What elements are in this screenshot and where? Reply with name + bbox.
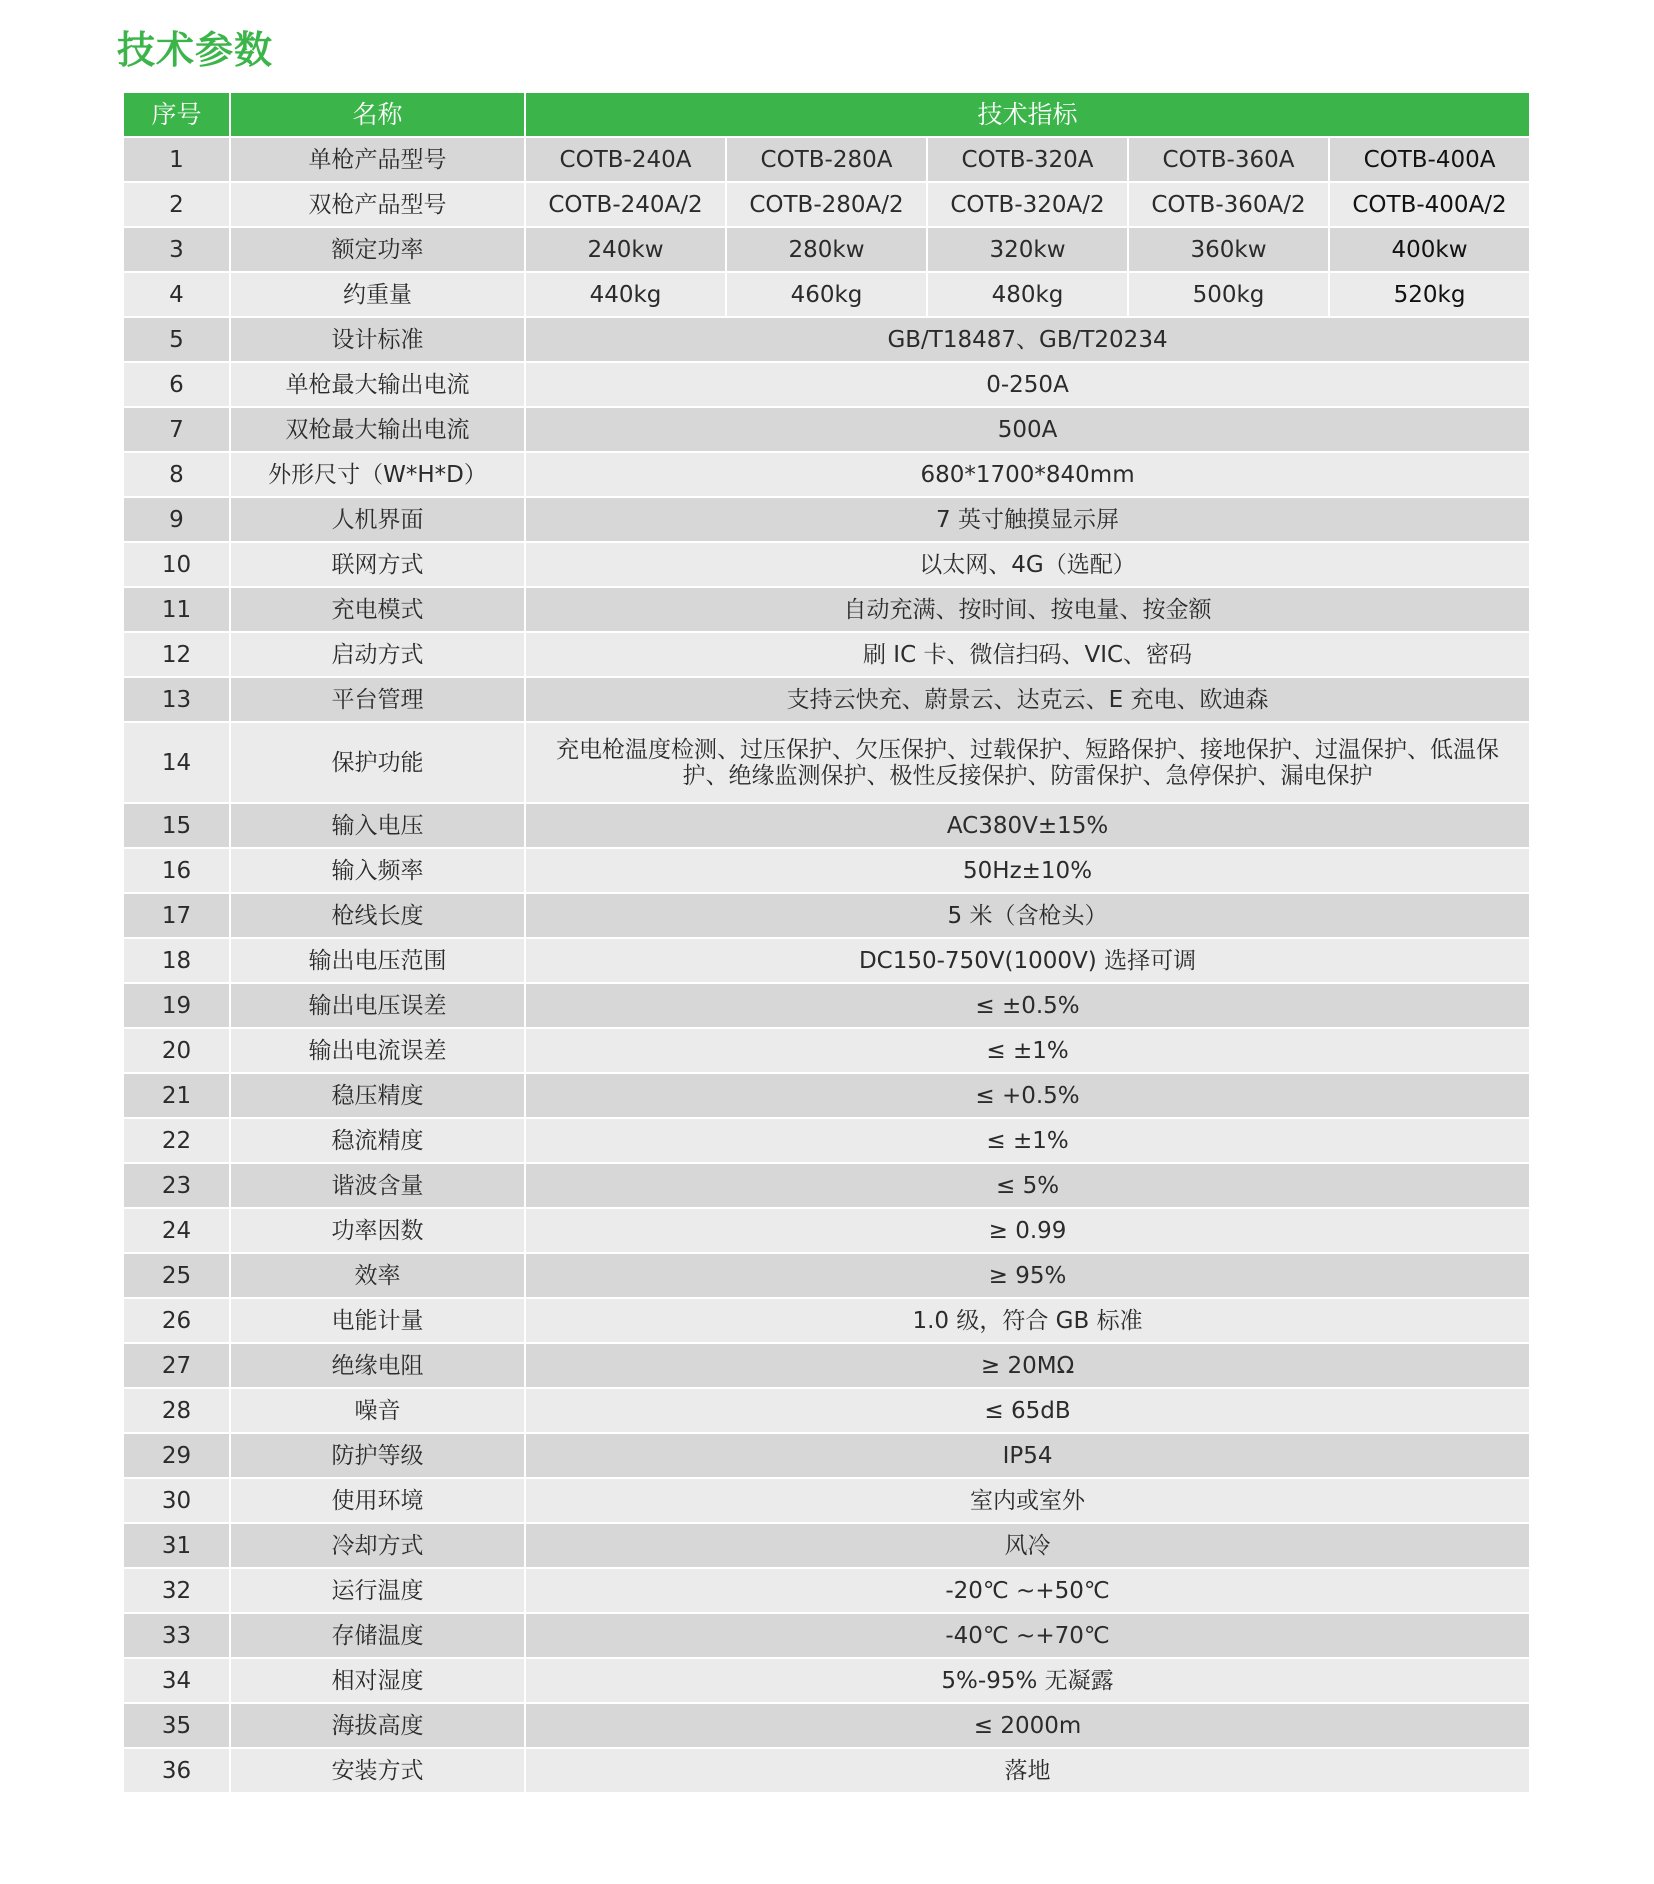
table-row [123, 362, 1530, 407]
header-row [123, 92, 1530, 137]
model-value-cell: COTB-320A/2 [927, 182, 1128, 227]
row-index-cell: 4 [123, 272, 230, 317]
row-name-cell: 安装方式 [230, 1748, 525, 1793]
header-index: 序号 [123, 92, 230, 137]
spec-value-cell: 680*1700*840mm [525, 452, 1530, 497]
row-index-cell: 3 [123, 227, 230, 272]
row-index-cell: 8 [123, 452, 230, 497]
table-row [123, 542, 1530, 587]
table-row [123, 272, 1530, 317]
row-name-cell: 谐波含量 [230, 1163, 525, 1208]
table-row [123, 722, 1530, 803]
spec-value-cell: 5 米（含枪头） [525, 893, 1530, 938]
model-value-cell: 520kg [1329, 272, 1530, 317]
row-index-cell: 33 [123, 1613, 230, 1658]
model-value-cell: COTB-320A [927, 137, 1128, 182]
table-header [123, 92, 1530, 137]
row-index-cell: 24 [123, 1208, 230, 1253]
spec-value-cell: -20℃ ~+50℃ [525, 1568, 1530, 1613]
row-name-cell: 额定功率 [230, 227, 525, 272]
spec-value-cell: ≥ 95% [525, 1253, 1530, 1298]
row-index-cell: 23 [123, 1163, 230, 1208]
table-row [123, 938, 1530, 983]
table-row [123, 1073, 1530, 1118]
row-index-cell: 7 [123, 407, 230, 452]
table-row [123, 1208, 1530, 1253]
row-index-cell: 5 [123, 317, 230, 362]
row-index-cell: 25 [123, 1253, 230, 1298]
table-row [123, 677, 1530, 722]
row-name-cell: 人机界面 [230, 497, 525, 542]
row-index-cell: 20 [123, 1028, 230, 1073]
row-name-cell: 双枪产品型号 [230, 182, 525, 227]
spec-value-cell: 以太网、4G（选配） [525, 542, 1530, 587]
row-name-cell: 单枪产品型号 [230, 137, 525, 182]
page-title: 技术参数 [117, 28, 274, 72]
row-index-cell: 31 [123, 1523, 230, 1568]
table-row [123, 1388, 1530, 1433]
spec-value-cell: ≤ 5% [525, 1163, 1530, 1208]
row-name-cell: 输入电压 [230, 803, 525, 848]
model-value-cell: COTB-280A/2 [726, 182, 927, 227]
row-name-cell: 存储温度 [230, 1613, 525, 1658]
row-name-cell: 枪线长度 [230, 893, 525, 938]
spec-value-cell: 支持云快充、蔚景云、达克云、E 充电、欧迪森 [525, 677, 1530, 722]
table-row [123, 1613, 1530, 1658]
spec-value-cell: ≤ ±1% [525, 1118, 1530, 1163]
table-row [123, 587, 1530, 632]
row-index-cell: 13 [123, 677, 230, 722]
row-name-cell: 功率因数 [230, 1208, 525, 1253]
row-name-cell: 双枪最大输出电流 [230, 407, 525, 452]
row-name-cell: 稳流精度 [230, 1118, 525, 1163]
spec-value-cell: 1.0 级，符合 GB 标准 [525, 1298, 1530, 1343]
spec-value-cell: ≥ 0.99 [525, 1208, 1530, 1253]
model-value-cell: COTB-280A [726, 137, 927, 182]
row-name-cell: 输出电压范围 [230, 938, 525, 983]
row-index-cell: 27 [123, 1343, 230, 1388]
table-row [123, 848, 1530, 893]
table-row [123, 803, 1530, 848]
model-value-cell: 480kg [927, 272, 1128, 317]
model-value-cell: 320kw [927, 227, 1128, 272]
row-index-cell: 22 [123, 1118, 230, 1163]
table-row [123, 137, 1530, 182]
row-index-cell: 1 [123, 137, 230, 182]
spec-value-cell: 室内或室外 [525, 1478, 1530, 1523]
row-index-cell: 9 [123, 497, 230, 542]
model-value-cell: COTB-240A/2 [525, 182, 726, 227]
row-name-cell: 启动方式 [230, 632, 525, 677]
spec-value-cell: ≤ +0.5% [525, 1073, 1530, 1118]
table-row [123, 1028, 1530, 1073]
row-name-cell: 外形尺寸（W*H*D） [230, 452, 525, 497]
spec-value-cell: DC150-750V(1000V) 选择可调 [525, 938, 1530, 983]
table-row [123, 1343, 1530, 1388]
row-name-cell: 电能计量 [230, 1298, 525, 1343]
table-row [123, 497, 1530, 542]
model-value-cell: COTB-400A [1329, 137, 1530, 182]
row-name-cell: 冷却方式 [230, 1523, 525, 1568]
row-index-cell: 32 [123, 1568, 230, 1613]
row-index-cell: 17 [123, 893, 230, 938]
row-index-cell: 35 [123, 1703, 230, 1748]
row-name-cell: 联网方式 [230, 542, 525, 587]
row-name-cell: 输出电流误差 [230, 1028, 525, 1073]
header-spec: 技术指标 [525, 92, 1530, 137]
spec-value-cell: ≤ ±0.5% [525, 983, 1530, 1028]
spec-value-cell: ≤ 65dB [525, 1388, 1530, 1433]
table-row [123, 1658, 1530, 1703]
row-index-cell: 29 [123, 1433, 230, 1478]
row-index-cell: 21 [123, 1073, 230, 1118]
spec-value-cell: 0-250A [525, 362, 1530, 407]
table-row [123, 1253, 1530, 1298]
spec-value-cell: GB/T18487、GB/T20234 [525, 317, 1530, 362]
model-value-cell: COTB-240A [525, 137, 726, 182]
table-row [123, 1478, 1530, 1523]
model-value-cell: 240kw [525, 227, 726, 272]
table-row [123, 1568, 1530, 1613]
table-row [123, 1118, 1530, 1163]
row-index-cell: 26 [123, 1298, 230, 1343]
row-name-cell: 充电模式 [230, 587, 525, 632]
spec-table [122, 91, 1531, 1794]
spec-value-cell: ≤ ±1% [525, 1028, 1530, 1073]
row-index-cell: 18 [123, 938, 230, 983]
model-value-cell: COTB-360A/2 [1128, 182, 1329, 227]
row-name-cell: 输出电压误差 [230, 983, 525, 1028]
table-row [123, 1433, 1530, 1478]
row-index-cell: 6 [123, 362, 230, 407]
table-row [123, 893, 1530, 938]
row-name-cell: 防护等级 [230, 1433, 525, 1478]
row-index-cell: 12 [123, 632, 230, 677]
row-index-cell: 10 [123, 542, 230, 587]
table-row [123, 407, 1530, 452]
table-row [123, 182, 1530, 227]
model-value-cell: 400kw [1329, 227, 1530, 272]
row-index-cell: 34 [123, 1658, 230, 1703]
spec-value-cell: 7 英寸触摸显示屏 [525, 497, 1530, 542]
spec-value-cell: 500A [525, 407, 1530, 452]
model-value-cell: 360kw [1128, 227, 1329, 272]
row-index-cell: 19 [123, 983, 230, 1028]
row-index-cell: 28 [123, 1388, 230, 1433]
row-index-cell: 14 [123, 722, 230, 803]
model-value-cell: 500kg [1128, 272, 1329, 317]
row-name-cell: 相对湿度 [230, 1658, 525, 1703]
row-name-cell: 单枪最大输出电流 [230, 362, 525, 407]
spec-value-cell: AC380V±15% [525, 803, 1530, 848]
row-name-cell: 噪音 [230, 1388, 525, 1433]
row-name-cell: 效率 [230, 1253, 525, 1298]
row-index-cell: 36 [123, 1748, 230, 1793]
row-name-cell: 约重量 [230, 272, 525, 317]
row-name-cell: 保护功能 [230, 722, 525, 803]
row-name-cell: 使用环境 [230, 1478, 525, 1523]
row-name-cell: 稳压精度 [230, 1073, 525, 1118]
spec-value-cell: ≥ 20MΩ [525, 1343, 1530, 1388]
table-body [123, 137, 1530, 1793]
table-row [123, 227, 1530, 272]
model-value-cell: 280kw [726, 227, 927, 272]
model-value-cell: 440kg [525, 272, 726, 317]
table-row [123, 1748, 1530, 1793]
row-name-cell: 运行温度 [230, 1568, 525, 1613]
model-value-cell: COTB-360A [1128, 137, 1329, 182]
model-value-cell: COTB-400A/2 [1329, 182, 1530, 227]
row-index-cell: 11 [123, 587, 230, 632]
row-index-cell: 30 [123, 1478, 230, 1523]
table-row [123, 1298, 1530, 1343]
row-name-cell: 海拔高度 [230, 1703, 525, 1748]
row-index-cell: 16 [123, 848, 230, 893]
table-row [123, 632, 1530, 677]
spec-value-cell: 50Hz±10% [525, 848, 1530, 893]
model-value-cell: 460kg [726, 272, 927, 317]
spec-value-cell: 风冷 [525, 1523, 1530, 1568]
spec-value-cell: IP54 [525, 1433, 1530, 1478]
table-row [123, 983, 1530, 1028]
table-row [123, 1523, 1530, 1568]
spec-value-cell: 落地 [525, 1748, 1530, 1793]
table-row [123, 1703, 1530, 1748]
row-index-cell: 15 [123, 803, 230, 848]
spec-value-cell: 5%-95% 无凝露 [525, 1658, 1530, 1703]
table-row [123, 1163, 1530, 1208]
spec-value-cell: 充电枪温度检测、过压保护、欠压保护、过载保护、短路保护、接地保护、过温保护、低温保护、绝缘监测保护、极性反接保护、防雷保护、急停保护、漏电保护 [525, 722, 1530, 803]
row-name-cell: 绝缘电阻 [230, 1343, 525, 1388]
spec-value-cell: 刷 IC 卡、微信扫码、VIC、密码 [525, 632, 1530, 677]
table-row [123, 317, 1530, 362]
header-name: 名称 [230, 92, 525, 137]
spec-value-cell: ≤ 2000m [525, 1703, 1530, 1748]
spec-value-cell: -40℃ ~+70℃ [525, 1613, 1530, 1658]
row-name-cell: 平台管理 [230, 677, 525, 722]
row-name-cell: 输入频率 [230, 848, 525, 893]
row-index-cell: 2 [123, 182, 230, 227]
row-name-cell: 设计标准 [230, 317, 525, 362]
table-row [123, 452, 1530, 497]
spec-value-cell: 自动充满、按时间、按电量、按金额 [525, 587, 1530, 632]
